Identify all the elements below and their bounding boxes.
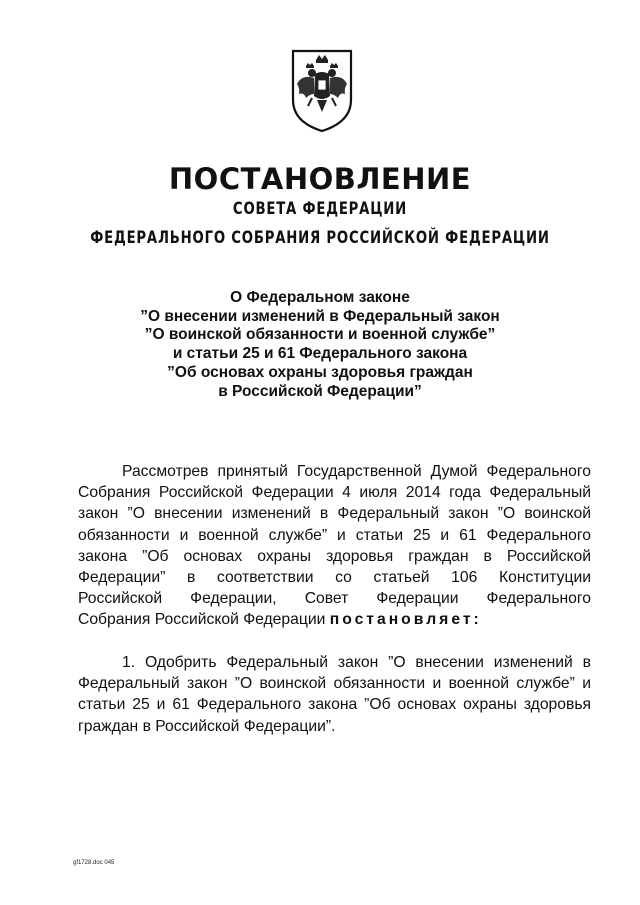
russian-coat-of-arms-icon	[290, 48, 354, 134]
law-title-block	[0, 289, 640, 401]
text-line: Российской Федерации, Совет Федерации Федерального	[78, 590, 591, 608]
text-line: Федерации” в соответствии со статьей 106 Конституции	[78, 568, 591, 586]
resolves-keyword: постановляет:	[329, 611, 482, 629]
law-title-line: и статьи 25 и 61 Федерального закона	[172, 345, 468, 363]
text-line	[78, 609, 591, 630]
resolution-preamble	[78, 461, 591, 631]
issuer-line-1: СОВЕТА ФЕДЕРАЦИИ	[232, 199, 408, 219]
text-line: Собрания Российской Федерации 4 июля 2014 года Федеральный	[78, 484, 591, 502]
law-title-line: О Федеральном законе	[230, 289, 410, 306]
document-title: ПОСТАНОВЛЕНИЕ	[168, 162, 472, 196]
law-title-line: в Российской Федерации”	[218, 382, 422, 400]
text-line: 1. Одобрить Федеральный закон ”О внесении изменений в	[122, 654, 591, 671]
law-title-line: ”Об основах охраны здоровья граждан	[167, 363, 473, 381]
issuer-line-2: ФЕДЕРАЛЬНОГО СОБРАНИЯ РОССИЙСКОЙ ФЕДЕРАЦИИ	[90, 228, 550, 248]
text-line: Рассмотрев принятый Государственной Думой Федерального	[122, 463, 591, 480]
resolution-item-1	[78, 652, 591, 737]
law-title-line: ”О внесении изменений в Федеральный закон	[140, 307, 500, 325]
text-line: закона ”Об основах охраны здоровья граждан в Российской	[78, 547, 591, 565]
law-title-line: ”О воинской обязанности и военной службе”	[144, 326, 496, 344]
text-line: статьи 25 и 61 Федерального закона ”Об основах охраны здоровья	[78, 696, 591, 714]
document-file-id: gf1728.doc 045	[73, 860, 115, 866]
text-line: закон ”О внесении изменений в Федеральный закон ”О воинской	[78, 505, 591, 523]
text-line: граждан в Российской Федерации”.	[78, 717, 336, 735]
text-line: Федеральный закон ”О воинской обязанности и военной службе” и	[78, 675, 591, 693]
text-line: обязанности и военной службе” и статьи 25 и 61 Федерального	[78, 526, 591, 544]
text-line-prefix: Собрания Российской Федерации	[78, 611, 330, 629]
